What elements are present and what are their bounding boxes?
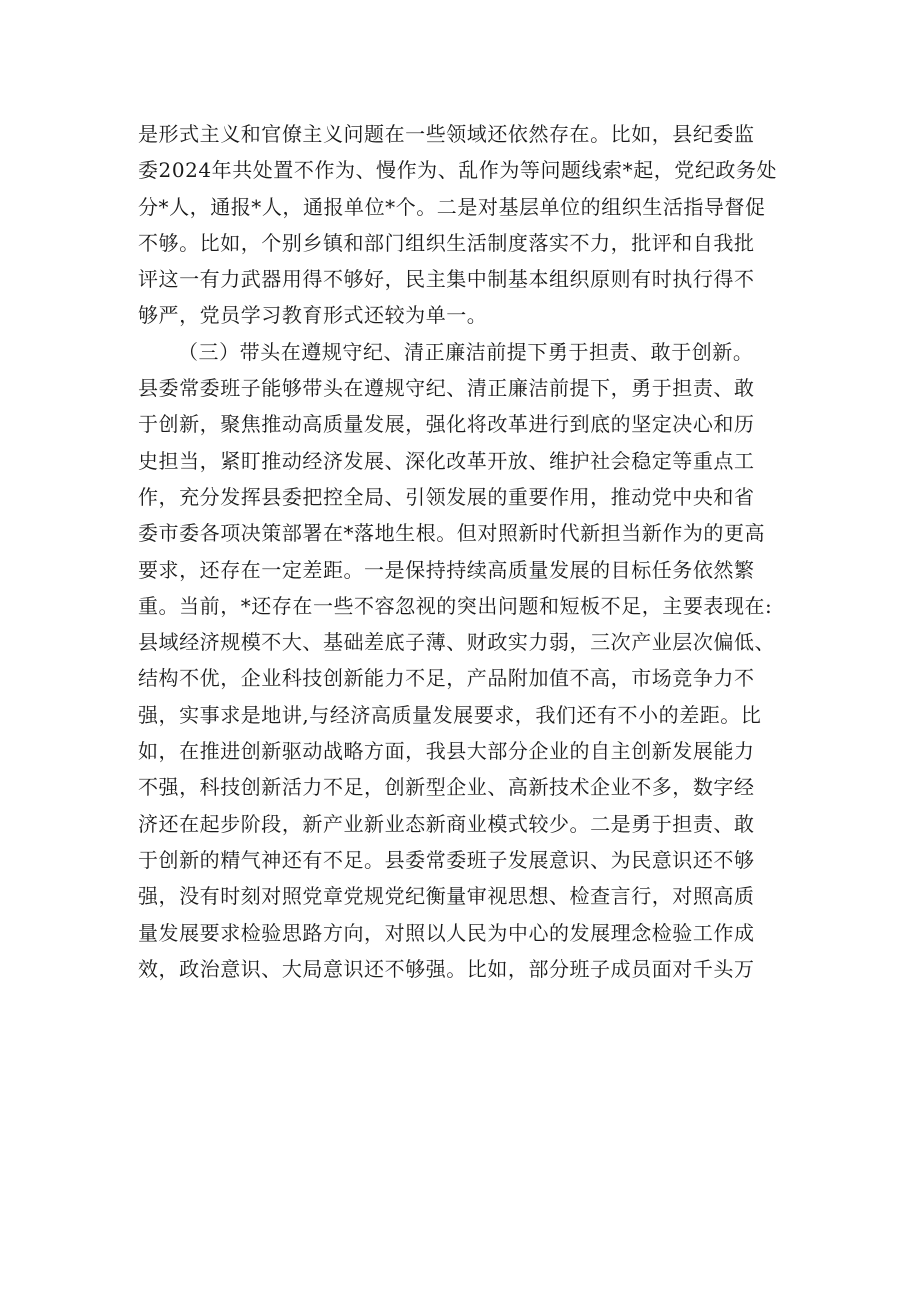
text-line: 够严，党员学习教育形式还较为单一。 [138,303,488,328]
text-line: 县域经济规模不大、基础差底子薄、财政实力弱，三次产业层次偏低、 [138,630,776,655]
text-line: 济还在起步阶段，新产业新业态新商业模式较少。二是勇于担责、敢 [138,811,755,836]
text-line: 强，实事求是地讲,与经济高质量发展要求，我们还有不小的差距。比 [138,702,762,727]
text-line: 分*人，通报*人，通报单位*个。二是对基层单位的组织生活指导督促 [138,194,766,219]
text-line: 不够。比如，个别乡镇和部门组织生活制度落实不力，批评和自我批 [138,230,755,255]
section-heading: （三）带头在遵规守纪、清正廉洁前提下勇于担责、敢于创新。 [178,339,754,364]
text-line: 如，在推进创新驱动战略方面，我县大部分企业的自主创新发展能力 [138,739,755,764]
body-text [138,116,798,987]
text-line: 要求，还存在一定差距。一是保持持续高质量发展的目标任务依然繁 [138,557,755,582]
text-line: 量发展要求检验思路方向，对照以人民为中心的发展理念检验工作成 [138,920,755,945]
text-line: 评这一有力武器用得不够好，民主集中制基本组织原则有时执行得不 [138,267,755,292]
text-line: 结构不优，企业科技创新能力不足，产品附加值不高，市场竞争力不 [138,666,755,691]
text-line: 效，政治意识、大局意识还不够强。比如，部分班子成员面对千头万 [138,956,755,981]
text-line: 县委常委班子能够带头在遵规守纪、清正廉洁前提下，勇于担责、敢 [138,376,755,401]
text-line: 于创新的精气神还有不足。县委常委班子发展意识、为民意识还不够 [138,847,755,872]
text-line: 重。当前，*还存在一些不容忽视的突出问题和短板不足，主要表现在: [138,593,773,618]
text-line: 委市委各项决策部署在*落地生根。但对照新时代新担当新作为的更高 [138,521,766,546]
text-line: 委2024年共处置不作为、慢作为、乱作为等问题线索*起，党纪政务处 [138,158,778,183]
text-line: 作，充分发挥县委把控全局、引领发展的重要作用，推动党中央和省 [138,484,755,509]
text-line: 是形式主义和官僚主义问题在一些领域还依然存在。比如，县纪委监 [138,122,755,146]
text-line: 史担当，紧盯推动经济发展、深化改革开放、维护社会稳定等重点工 [138,448,755,473]
text-line: 于创新，聚焦推动高质量发展，强化将改革进行到底的坚定决心和历 [138,412,755,437]
text-line: 不强，科技创新活力不足，创新型企业、高新技术企业不多，数字经 [138,775,755,800]
text-line: 强，没有时刻对照党章党规党纪衡量审视思想、检查言行，对照高质 [138,884,755,909]
